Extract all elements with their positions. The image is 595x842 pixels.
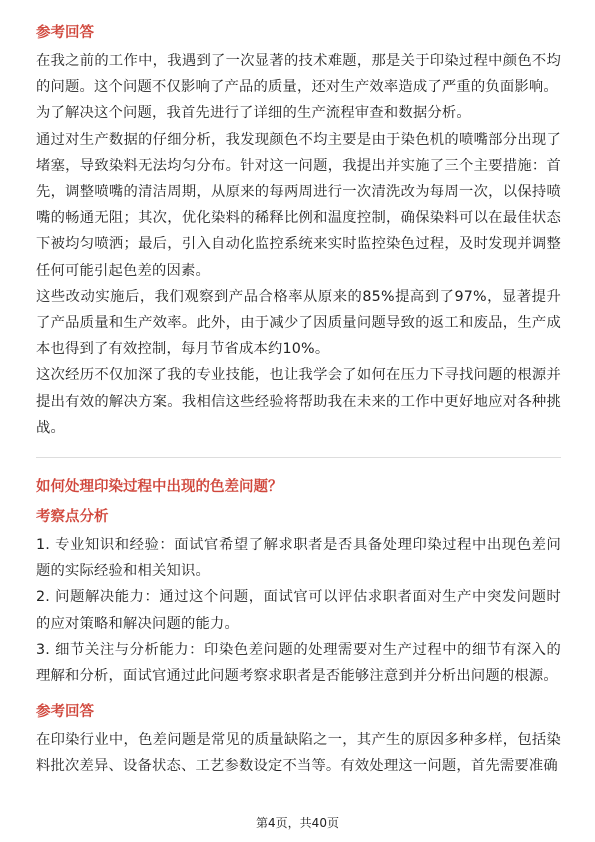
analysis-heading: 考察点分析 — [36, 509, 109, 526]
reference-answer-heading: 参考回答 — [36, 25, 94, 41]
answer-paragraph-6: 在印染行业中，色差问题是常见的质量缺陷之一，其产生的原因多种多样，包括染料批次差异、设备状态、工艺参数设定不当等。有效处理这一问题，首先需要准确 — [36, 732, 561, 775]
answer-paragraph-1: 在我之前的工作中，我遇到了一次显著的技术难题，那是关于印染过程中颜色不均的问题。这个问题不仅影响了产品的质量，还对生产效率造成了严重的负面影响。 — [36, 53, 561, 96]
answer-paragraph-4: 这些改动实施后，我们观察到产品合格率从原来的85%提高到了97%，显著提升了产品质量和生产效率。此外，由于减少了因质量问题导致的返工和废品，生产成本也得到了有效控制，每月节省成本约10%。 — [36, 288, 561, 358]
answer-paragraph-5: 这次经历不仅加深了我的专业技能，也让我学会了如何在压力下寻找问题的根源并提出有效的解决方案。我相信这些经验将帮助我在未来的工作中更好地应对各种挑战。 — [36, 367, 561, 436]
question-heading: 如何处理印染过程中出现的色差问题？ — [36, 479, 283, 496]
section-divider — [36, 457, 561, 458]
page-content — [36, 22, 561, 780]
answer-paragraph-3: 通过对生产数据的仔细分析，我发现颜色不均主要是由于染色机的喷嘴部分出现了堵塞，导致染料无法均匀分布。针对这一问题，我提出并实施了三个主要措施：首先，调整喷嘴的清洁周期，从原来的每两周进行一次清洗改为每周一次，以保持喷嘴的畅通无阻；其次，优化染料的稀释比例和温度控制，确保染料可以在最佳状态下被均匀喷洒；最后，引入自动化监控系统来实时监控染色过程，及时发现并调整任何可能引起色差的因素。 — [36, 131, 561, 279]
page-number: 第4页，共40页 — [256, 816, 339, 830]
reference-answer-heading-2: 参考回答 — [36, 704, 94, 721]
analysis-item-3: 3. 细节关注与分析能力：印染色差问题的处理需要对生产过程中的细节有深入的理解和分析，面试官通过此问题考察求职者是否能够注意到并分析出问题的根源。 — [36, 641, 561, 685]
analysis-item-2: 2. 问题解决能力：通过这个问题，面试官可以评估求职者面对生产中突发问题时的应对策略和解决问题的能力。 — [36, 589, 561, 632]
analysis-item-1: 1. 专业知识和经验：面试官希望了解求职者是否具备处理印染过程中出现色差问题的实际经验和相关知识。 — [36, 537, 561, 580]
answer-paragraph-2: 为了解决这个问题，我首先进行了详细的生产流程审查和数据分析。 — [36, 105, 471, 122]
